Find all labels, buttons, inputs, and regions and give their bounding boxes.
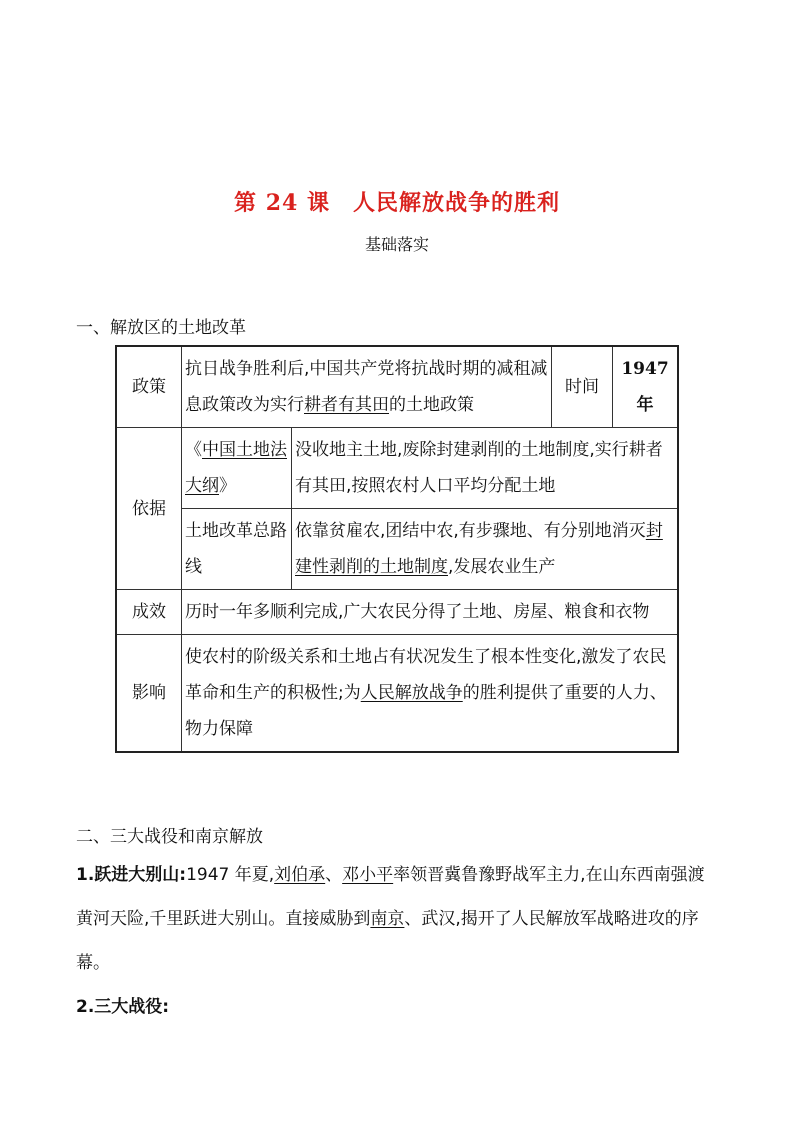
impact-text-end: 的胜利提供了重要的人力、物力保障 bbox=[185, 683, 667, 739]
line-underlined: 封建性剥削的土地制度 bbox=[295, 521, 663, 577]
time-label: 时间 bbox=[552, 346, 613, 428]
section-heading-campaigns: 二、三大战役和南京解放 bbox=[76, 827, 263, 847]
paragraph-text: 、 bbox=[325, 865, 343, 885]
law-name-cell bbox=[182, 428, 292, 509]
line-text: 依靠贫雇农,团结中农,有步骤地、有分别地消灭 bbox=[295, 521, 646, 541]
table-row bbox=[116, 509, 678, 590]
table-row bbox=[116, 428, 678, 509]
law-bracket-open: 《 bbox=[185, 440, 202, 460]
paragraph-text: 1947 年夏, bbox=[186, 865, 275, 885]
paragraph-dabie bbox=[76, 853, 718, 985]
time-value: 1947 年 bbox=[613, 346, 679, 428]
table-row bbox=[116, 635, 678, 753]
paragraph-lead: 1.跃进大别山: bbox=[76, 865, 187, 885]
law-name: 中国土地法大纲 bbox=[185, 440, 287, 496]
line-text-end: ,发展农业生产 bbox=[448, 557, 556, 577]
policy-underlined: 耕者有其田 bbox=[304, 395, 389, 415]
policy-text: 抗日战争胜利后,中国共产党将抗战时期的减租减息政策改为实行 bbox=[185, 359, 548, 415]
impact-cell bbox=[182, 635, 679, 753]
section-heading-land-reform: 一、解放区的土地改革 bbox=[76, 318, 246, 338]
line-label: 土地改革总路线 bbox=[182, 509, 292, 590]
paragraph-campaigns bbox=[76, 985, 718, 1029]
result-label: 成效 bbox=[116, 590, 182, 635]
law-text: 没收地主土地,废除封建剥削的土地制度,实行耕者有其田,按照农村人口平均分配土地 bbox=[292, 428, 679, 509]
line-cell bbox=[292, 509, 679, 590]
impact-label: 影响 bbox=[116, 635, 182, 753]
table-row bbox=[116, 346, 678, 428]
page-title: 第 24 课 人民解放战争的胜利 bbox=[234, 190, 560, 216]
land-reform-table bbox=[115, 345, 679, 753]
paragraph-text: 率领晋冀鲁豫野战军主力,在山东西南强渡黄河天险,千里跃进大别山。直接威胁到 bbox=[76, 865, 705, 929]
result-text: 历时一年多顺利完成,广大农民分得了土地、房屋、粮食和衣物 bbox=[182, 590, 679, 635]
paragraph-lead: 2.三大战役: bbox=[76, 997, 170, 1017]
impact-text: 使农村的阶级关系和土地占有状况发生了根本性变化,激发了农民革命和生产的积极性;为 bbox=[185, 647, 667, 703]
law-bracket-close: 》 bbox=[219, 476, 236, 496]
name-deng-xiaoping: 邓小平 bbox=[342, 865, 394, 885]
policy-label: 政策 bbox=[116, 346, 182, 428]
basis-label: 依据 bbox=[116, 428, 182, 590]
paragraph-text: 、武汉,揭开了人民解放军战略进攻的序幕。 bbox=[76, 909, 699, 973]
policy-text-end: 的土地政策 bbox=[389, 395, 474, 415]
page-subtitle: 基础落实 bbox=[364, 235, 429, 254]
table-row bbox=[116, 590, 678, 635]
name-liu-bocheng: 刘伯承 bbox=[274, 865, 326, 885]
policy-cell bbox=[182, 346, 552, 428]
place-nanjing: 南京 bbox=[370, 909, 405, 929]
impact-underlined: 人民解放战争 bbox=[360, 683, 463, 703]
